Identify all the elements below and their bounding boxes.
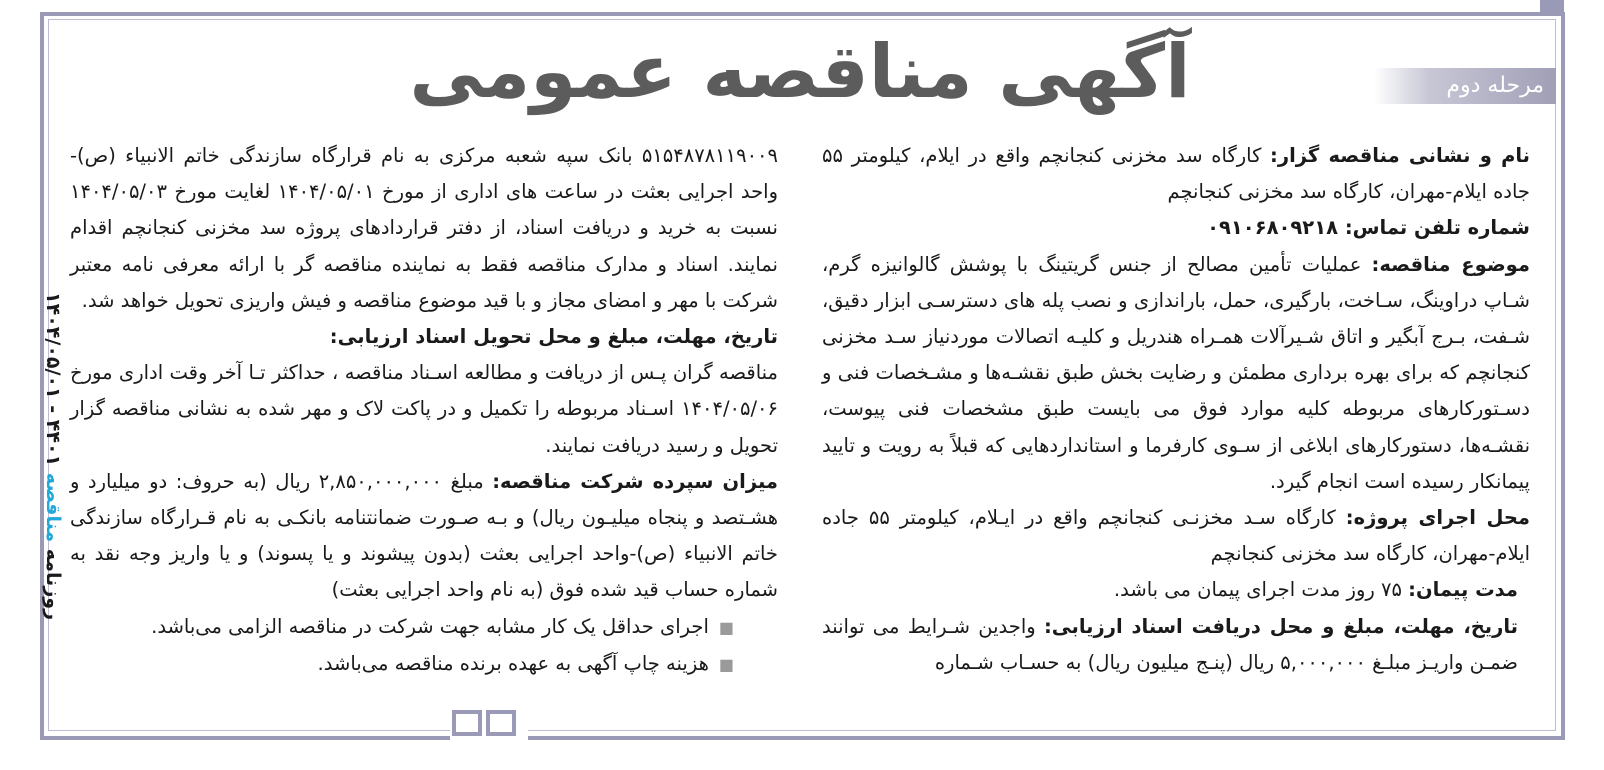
newspaper-side-caption <box>34 291 64 620</box>
subject-text: عملیات تأمین مصالح از جنس گریتینگ با پوشش گالوانیزه گرم، شـاپ دراوینگ، سـاخت، بارگیری، حمل، باراندازی و نصب پله های دسترسـی ابزار دقیق، شـفت، بـرج آبگیر و اتاق شـیرآلات همـراه هندریل و کلیـه اتصالات موردنیاز سـد مخزنی کنجانچم که برای بهره برداری مطمئن و رضایت بخش طبق نقشـه‌ها و مشـخصات فنی و دسـتورکارهای مربوطه کلیه موارد فوق می بایست طبق مشخصات فنی پیوست، نقشـه‌ها، دستورکارهای ابلاغی از سـوی کارفرما و استانداردهایی که قبلاً به رویت و تایید پیمانکار رسیده است انجام گیرد. <box>822 252 1530 493</box>
phone-paragraph <box>822 210 1530 246</box>
ornament-square <box>486 710 516 736</box>
subject-label: موضوع مناقصه: <box>1371 252 1530 276</box>
side-caption-issue: ۴۴۰۱ - ۱۴۰۴/۰۵/۰۱ <box>42 291 64 467</box>
bullet-item-experience <box>70 609 778 646</box>
phone-text: ۰۹۱۰۶۸۰۹۲۱۸ <box>1207 216 1345 240</box>
location-paragraph <box>822 500 1530 572</box>
deposit-label: میزان سپرده شرکت مناقصه: <box>492 469 778 493</box>
bullet-icon: ■ <box>718 617 734 637</box>
documents-paragraph <box>822 609 1530 681</box>
ornament-square <box>452 710 482 736</box>
account-text: ۵۱۵۴۸۷۸۱۱۹۰۰۹ بانک سپه شعبه مرکزی به نام قرارگاه سازندگی خاتم الانبیاء (ص)-واحد اجرایی بعثت در ساعت های اداری از مورخ ۱۴۰۴/۰۵/۰۱ لغایت مورخ ۱۴۰۴/۰۵/۰۳ نسبت به خرید و دریافت اسناد، از دفتر قراردادهای پروژه سد مخزنی کنجانچم اقدام نمایند. اسناد و مدارک مناقصه فقط به نماینده مناقصه گر با ارائه معرفی نامه معتبر شرکت با مهر و امضای مجاز و با قید موضوع مناقصه و فیش واریزی تحویل خواهد شد. <box>70 144 778 312</box>
bullet-text-cost: هزینه چاپ آگهی به عهده برنده مناقصه می‌باشد. <box>317 651 709 675</box>
stage-badge: مرحله دوم <box>1374 68 1556 104</box>
tenderer-label: نام و نشانی مناقصه گزار: <box>1270 144 1531 167</box>
delivery-text: مناقصه گران پـس از دریافت و مطالعه اسـناد مناقصه ، حداکثر تـا آخر وقت اداری مورخ ۱۴۰۴/۰۵/۰۶ اسـناد مربوطه را تکمیل و در پاکت لاک و مهر شده به نشانی مناقصه گزار تحویل و رسید دریافت نمایند. <box>70 361 778 457</box>
bottom-ornament <box>450 706 528 740</box>
location-text: کارگاه سـد مخزنـی کنجانچم واقع در ایـلام، کیلومتر ۵۵ جاده ایلام-مهران، کارگاه سد مخزنی کنجانچم <box>822 506 1530 566</box>
delivery-label: تاریخ، مهلت، مبلغ و محل تحویل اسناد ارزیابی: <box>329 325 778 349</box>
right-column <box>822 138 1530 681</box>
subject-paragraph <box>822 247 1530 500</box>
phone-label: شماره تلفن تماس: <box>1344 216 1530 240</box>
tenderer-text: کارگاه سد مخزنی کنجانچم واقع در ایلام، کیلومتر ۵۵ جاده ایلام-مهران، کارگاه سد مخزنی کنجانچم <box>822 144 1530 204</box>
deposit-text: مبلغ ۲,۸۵۰,۰۰۰,۰۰۰ ریال (به حروف: دو میلیارد و هشـتصد و پنجاه میلیـون ریال) و بـه صـورت ضمانتنامه بانکـی به نام قـرارگاه سازندگی خاتم الانبیاء (ص)-واحد اجرایی بعثت (بدون پیشوند و یا پسوند) و یا واریز وجه نقد به شماره حساب قید شده فوق (به نام واحد اجرایی بعثت) <box>70 469 778 602</box>
location-label: محل اجرای پروژه: <box>1345 506 1530 530</box>
newspaper-name-logo: مناقصه <box>42 472 64 543</box>
bullet-icon: ■ <box>718 654 734 674</box>
deposit-paragraph <box>70 464 778 609</box>
account-paragraph <box>70 138 778 319</box>
page-title: آگهی مناقصه عمومی <box>409 29 1191 115</box>
delivery-heading <box>70 319 778 355</box>
duration-paragraph <box>822 572 1530 608</box>
bullet-item-cost <box>70 646 778 683</box>
left-column <box>70 138 778 683</box>
duration-label: مدت پیمان: <box>1408 578 1518 602</box>
tenderer-paragraph <box>822 138 1530 210</box>
documents-label: تاریخ، مهلت، مبلغ و محل دریافت اسناد ارزیابی: <box>1044 614 1518 638</box>
duration-text: ۷۵ روز مدت اجرای پیمان می باشد. <box>1113 578 1409 602</box>
delivery-paragraph <box>70 355 778 464</box>
side-caption-prefix: روزنامه <box>42 548 64 620</box>
bullet-text-experience: اجرای حداقل یک کار مشابه جهت شرکت در مناقصه الزامی می‌باشد. <box>151 614 709 638</box>
documents-text: واجدین شـرایط می توانند ضمـن واریـز مبلـغ ۵,۰۰۰,۰۰۰ ریال (پنـج میلیون ریال) به حسـاب شـماره <box>822 614 1518 674</box>
